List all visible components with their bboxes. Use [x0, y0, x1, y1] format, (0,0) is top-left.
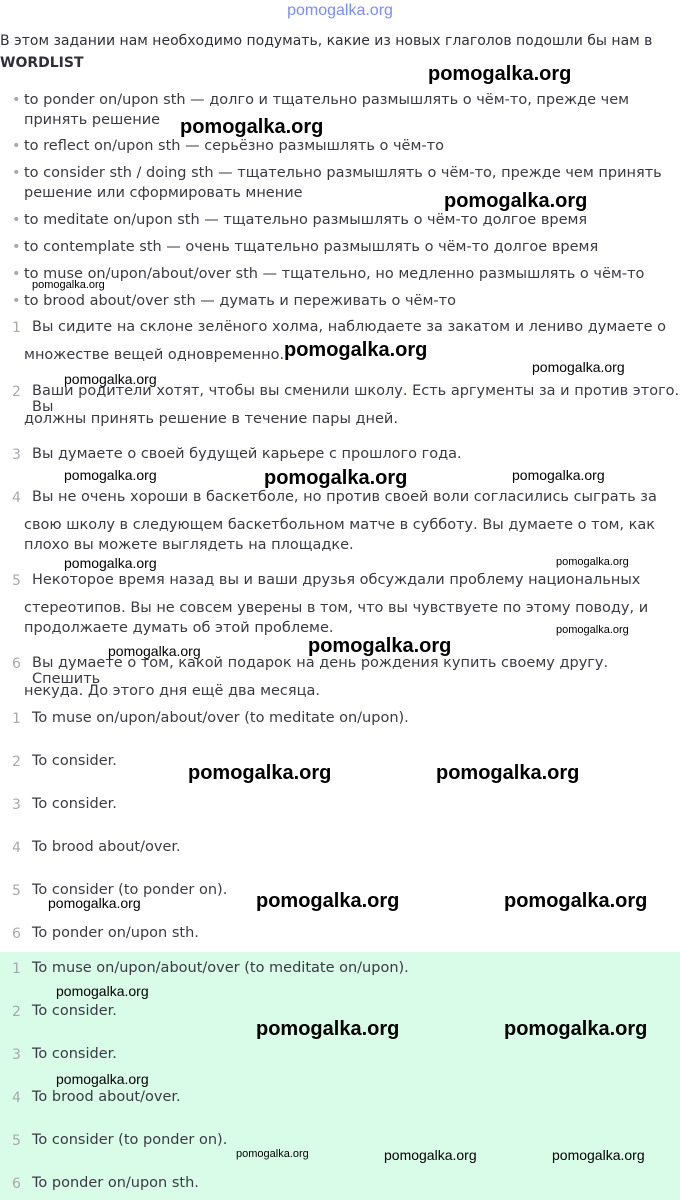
answer-text: To consider.	[32, 796, 117, 812]
bullet-icon: •	[12, 212, 21, 228]
question-number: 3	[12, 447, 21, 463]
watermark: pomogalka.org	[188, 762, 332, 784]
question-number: 2	[12, 384, 21, 400]
answer-text: To ponder on/upon sth.	[32, 1175, 199, 1191]
answer-number: 3	[12, 797, 21, 813]
question-number: 6	[12, 656, 21, 672]
answer-number: 3	[12, 1047, 21, 1063]
answer-text: To muse on/upon/about/over (to meditate on/upon).	[32, 960, 409, 976]
question-line: плохо вы можете выглядеть на площадке.	[24, 537, 354, 553]
watermark: pomogalka.org	[256, 890, 400, 912]
answer-number: 1	[12, 711, 21, 727]
watermark: pomogalka.org	[504, 1018, 648, 1040]
question-line: стереотипов. Вы не совсем уверены в том, что вы чувствуете по этому поводу, и	[24, 600, 649, 616]
answer-number: 5	[12, 883, 21, 899]
watermark: pomogalka.org	[56, 983, 149, 999]
question-line: должны принять решение в течение пары дней.	[24, 411, 398, 427]
answer-text: To consider (to ponder on).	[32, 1132, 228, 1148]
answer-text: To muse on/upon/about/over (to meditate on/upon).	[32, 710, 409, 726]
question-line: множестве вещей одновременно.	[24, 347, 285, 363]
answer-text: To brood about/over.	[32, 839, 181, 855]
question-line: продолжаете думать об этой проблеме.	[24, 620, 334, 636]
answer-text: To consider.	[32, 1046, 117, 1062]
answer-number: 6	[12, 926, 21, 942]
answer-text: To consider.	[32, 1003, 117, 1019]
question-line: Ваши родители хотят, чтобы вы сменили школу. Есть аргументы за и против этого. Вы	[32, 383, 680, 415]
answer-text: To ponder on/upon sth.	[32, 925, 199, 941]
watermark: pomogalka.org	[556, 556, 629, 568]
watermark: pomogalka.org	[236, 1148, 309, 1160]
watermark: pomogalka.org	[284, 339, 428, 361]
question-line: некуда. До этого дня ещё два месяца.	[24, 683, 320, 699]
answer-number: 4	[12, 840, 21, 856]
site-header-link[interactable]: pomogalka.org	[287, 2, 393, 19]
watermark: pomogalka.org	[256, 1018, 400, 1040]
answer-number: 2	[12, 754, 21, 770]
watermark: pomogalka.org	[556, 624, 629, 636]
intro-wordlist-heading: WORDLIST	[0, 55, 84, 71]
answer-number: 4	[12, 1090, 21, 1106]
bullet-icon: •	[12, 266, 21, 282]
question-line: Вы думаете о своей будущей карьере с прошлого года.	[32, 446, 462, 462]
answer-text: To consider.	[32, 753, 117, 769]
bullet-icon: •	[12, 138, 21, 154]
answer-text: To consider (to ponder on).	[32, 882, 228, 898]
watermark: pomogalka.org	[64, 555, 157, 571]
watermark: pomogalka.org	[384, 1147, 477, 1163]
answer-number: 1	[12, 961, 21, 977]
bullet-icon: •	[12, 165, 21, 181]
bullet-icon: •	[12, 293, 21, 309]
bullet-icon: •	[12, 92, 21, 108]
watermark: pomogalka.org	[512, 467, 605, 483]
watermark: pomogalka.org	[64, 467, 157, 483]
watermark: pomogalka.org	[32, 279, 105, 291]
question-line: Вы сидите на склоне зелёного холма, наблюдаете за закатом и лениво думаете о	[32, 319, 666, 335]
question-line: свою школу в следующем баскетбольном матче в субботу. Вы думаете о том, как	[24, 517, 656, 533]
bullet-icon: •	[12, 239, 21, 255]
question-line: Вы не очень хороши в баскетболе, но против своей воли согласились сыграть за	[32, 489, 657, 505]
watermark: pomogalka.org	[64, 371, 157, 387]
watermark: pomogalka.org	[48, 895, 141, 911]
question-number: 5	[12, 573, 21, 589]
watermark: pomogalka.org	[532, 359, 625, 375]
watermark: pomogalka.org	[56, 1071, 149, 1087]
watermark: pomogalka.org	[552, 1147, 645, 1163]
intro-line-1: В этом задании нам необходимо подумать, какие из новых глаголов подошли бы нам в	[0, 33, 653, 49]
question-line: Некоторое время назад вы и ваши друзья обсуждали проблему национальных	[32, 572, 641, 588]
watermark: pomogalka.org	[504, 890, 648, 912]
question-number: 4	[12, 490, 21, 506]
question-number: 1	[12, 320, 21, 336]
watermark: pomogalka.org	[308, 635, 452, 657]
answer-number: 2	[12, 1004, 21, 1020]
answer-number: 6	[12, 1176, 21, 1192]
watermark: pomogalka.org	[428, 63, 572, 85]
watermark: pomogalka.org	[436, 762, 580, 784]
answer-number: 5	[12, 1133, 21, 1149]
watermark: pomogalka.org	[108, 643, 201, 659]
watermark: pomogalka.org	[264, 467, 408, 489]
watermark: pomogalka.org	[444, 190, 588, 212]
answer-text: To brood about/over.	[32, 1089, 181, 1105]
watermark: pomogalka.org	[180, 116, 324, 138]
question-line: Вы думаете о том, какой подарок на день рождения купить своему другу. Спешить	[32, 655, 609, 687]
